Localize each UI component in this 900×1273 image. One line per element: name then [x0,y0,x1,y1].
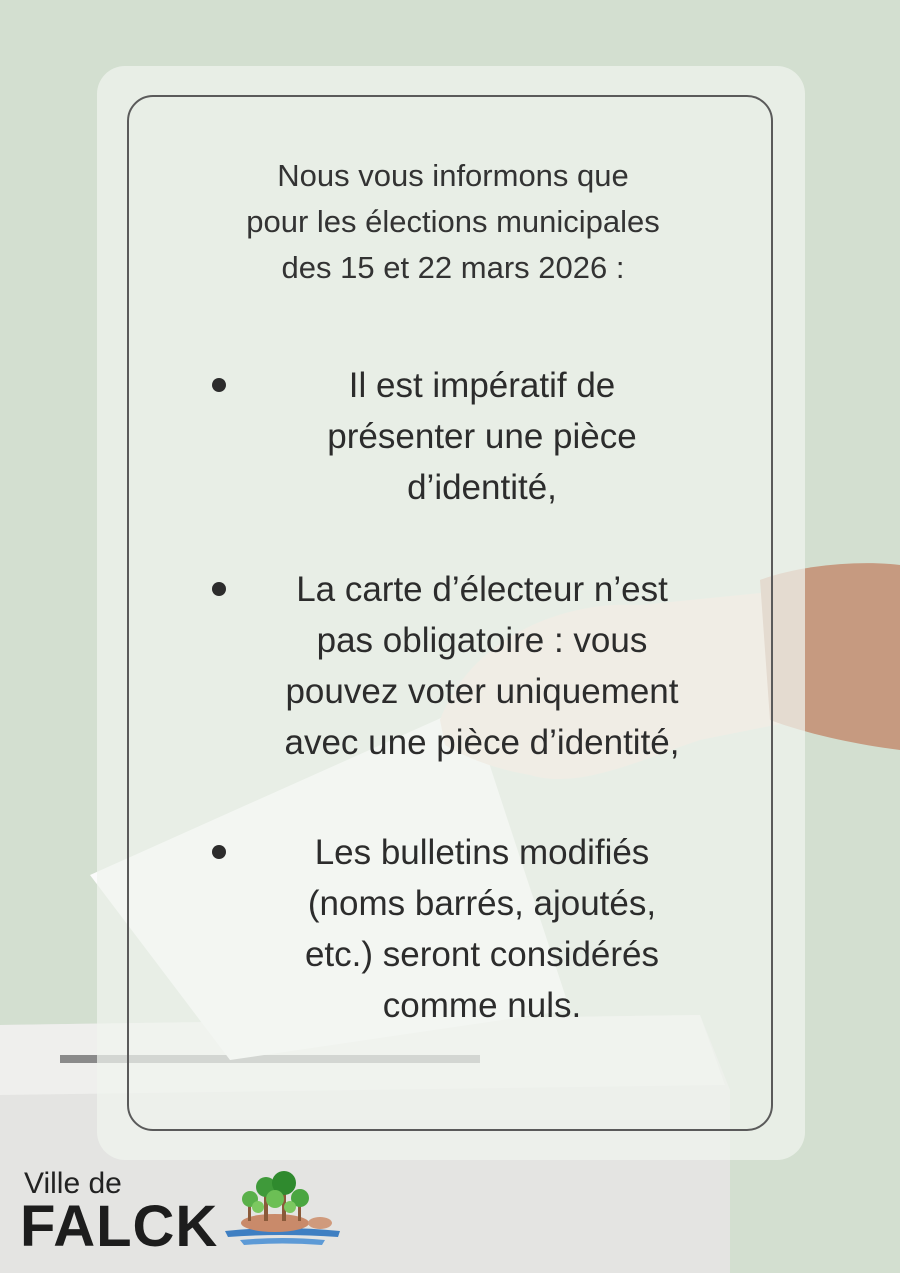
bullet-text [252,360,712,513]
bullet-line: avec une pièce d’identité, [284,723,680,762]
intro-line: pour les élections municipales [246,204,660,239]
bullet-item-modified-ballots [212,827,732,1031]
trees-island-icon [220,1165,345,1257]
bullet-text [252,827,712,1031]
bullet-line: etc.) seront considérés [304,935,660,974]
bullet-line: Il est impératif de [348,366,616,405]
logo-falck-text: FALCK [20,1194,219,1259]
falck-logo [20,1165,350,1260]
bullet-line: présenter une pièce [327,417,637,456]
logo-ville-text: Ville de [24,1167,122,1200]
bullet-dot-icon [212,845,226,859]
intro-line: Nous vous informons que [277,158,629,193]
bullet-dot-icon [212,582,226,596]
bullet-dot-icon [212,378,226,392]
bullet-line: pas obligatoire : vous [316,621,648,660]
bullet-line: (noms barrés, ajoutés, [307,884,657,923]
bullet-line: La carte d’électeur n’est [296,570,668,609]
bullet-line: Les bulletins modifiés [314,833,650,872]
bullet-text [252,564,712,768]
bullet-line: d’identité, [407,468,557,507]
bullet-line: pouvez voter uniquement [285,672,679,711]
intro-text [170,153,736,291]
bullet-item-voter-card [212,564,732,768]
intro-line: des 15 et 22 mars 2026 : [281,250,625,285]
bullet-item-id-required [212,360,732,513]
bullet-line: comme nuls. [382,986,582,1025]
